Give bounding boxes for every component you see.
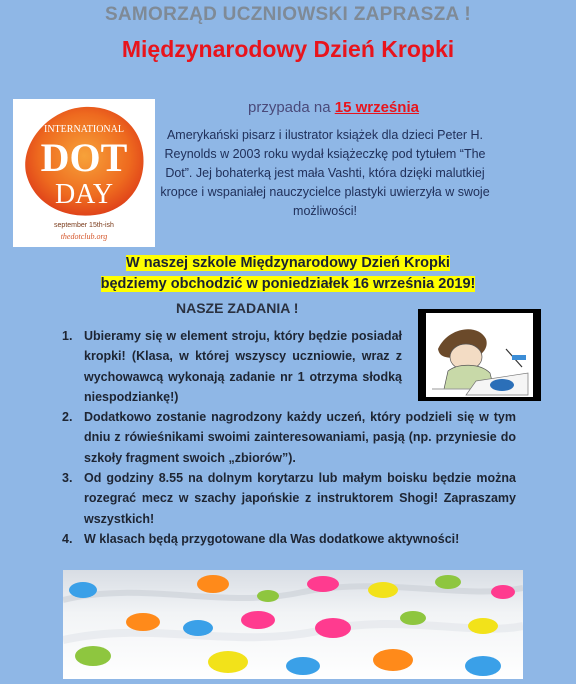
page-title: Międzynarodowy Dzień Kropki (121, 36, 455, 62)
task-item-2 (62, 407, 516, 468)
task-number: 2. (62, 410, 73, 425)
task-number: 3. (62, 471, 73, 486)
tasks-list (62, 326, 516, 549)
highlight-line-1: W naszej szkole Międzynarodowy Dzień Kropki (126, 255, 450, 271)
date-line (248, 99, 419, 116)
task-item-1 (62, 326, 516, 407)
header-top-line: SAMORZĄD UCZNIOWSKI ZAPRASZA ! (104, 4, 472, 25)
highlight-line-2: będziemy obchodzić w poniedziałek 16 września 2019! (100, 276, 476, 292)
logo-date: september 15th-ish (54, 222, 114, 229)
polka-dot-photo (63, 570, 523, 679)
intro-paragraph: Amerykański pisarz i ilustrator książek dla dzieci Peter H. Reynolds w 2003 roku wydał książeczkę pod tytułem “The Dot”. Jej bohaterką jest mała Vashti, która dzięki malutkiej kropce i wspaniałej nauczycielce plastyki uwierzyła w swoje możliwości! (160, 128, 490, 218)
logo-text-dot: DOT (40, 135, 128, 180)
dot-day-logo (13, 99, 155, 247)
event-date: 15 września (334, 99, 419, 116)
task-number: 4. (62, 531, 73, 546)
logo-text-day: DAY (54, 179, 114, 210)
task-number: 1. (62, 329, 73, 343)
date-prefix: przypada na (248, 99, 335, 116)
task-item-4 (62, 529, 516, 549)
task-text: Dodatkowo zostanie nagrodzony każdy uczeń, który podzieli się w tym dniu z rówieśnikami swoimi zainteresowaniami, pasją (np. przyniesie do szkoły fragment swoich „zbiorów”). (84, 410, 516, 465)
logo-text-international: INTERNATIONAL (44, 124, 124, 135)
highlight-block (0, 253, 576, 295)
task-text: Od godziny 8.55 na dolnym korytarzu lub małym boisku będzie można rozegrać mecz w szachy japońskie z instruktorem Shogi! Zapraszamy wszystkich! (84, 471, 516, 526)
task-text: W klasach będą przygotowane dla Was dodatkowe aktywności! (84, 531, 460, 546)
task-item-3 (62, 468, 516, 529)
dot-day-logo-art (13, 99, 155, 247)
tasks-title: NASZE ZADANIA ! (176, 300, 299, 316)
task-text: Ubieramy się w element stroju, który będzie posiadał kropki! (Klasa, w której wszyscy uczniowie, wraz z wychowawcą wykonają zadanie nr 1 otrzyma słodką niespodziankę!) (84, 329, 402, 404)
logo-url: thedotclub.org (60, 232, 108, 241)
